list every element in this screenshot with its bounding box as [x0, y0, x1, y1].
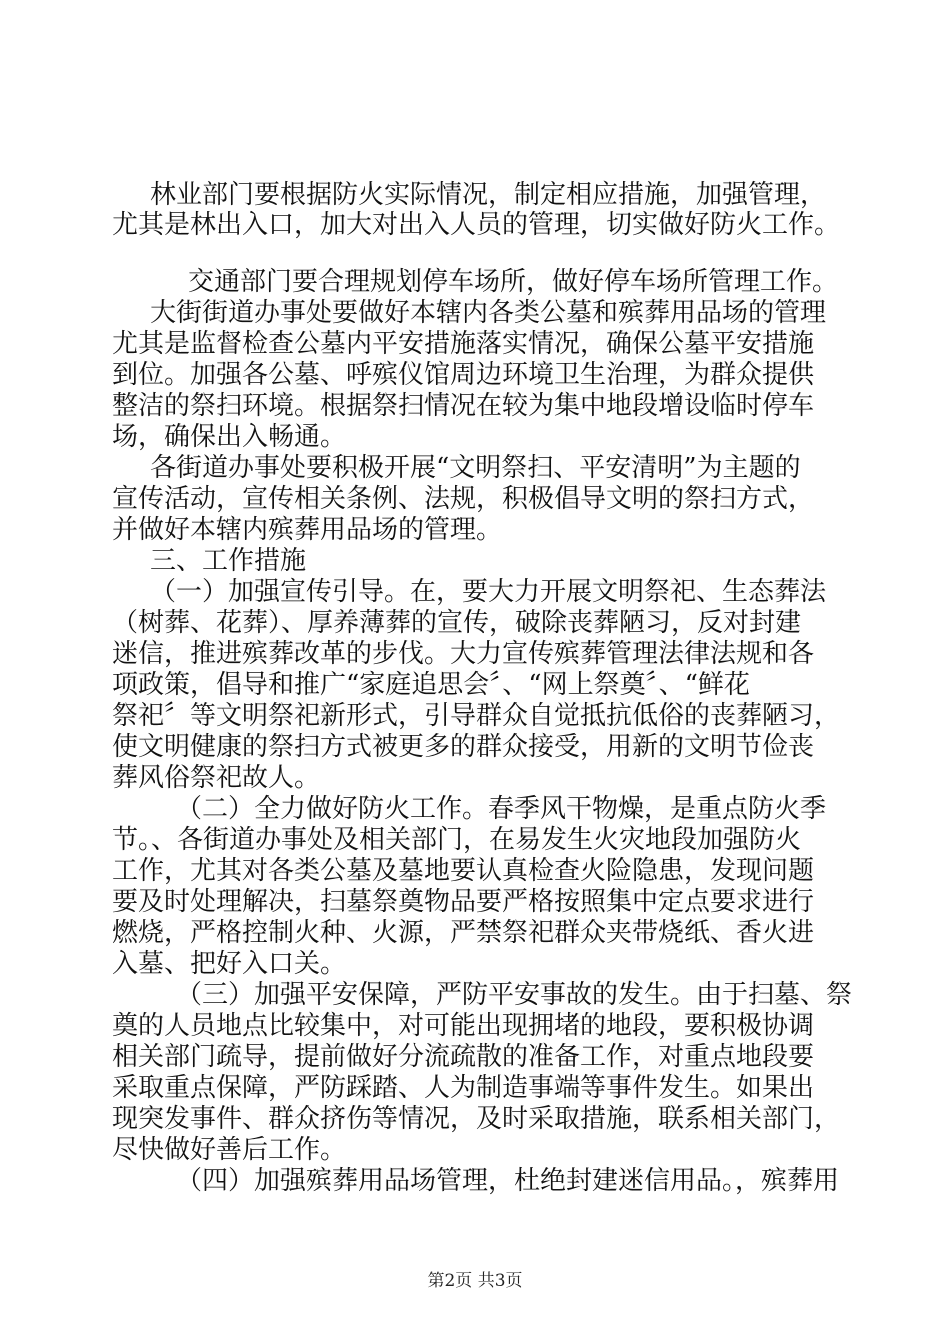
paragraph-line: 使文明健康的祭扫方式被更多的群众接受，用新的文明节俭丧 [112, 732, 815, 762]
paragraph-line: 尽快做好善后工作。 [112, 1135, 347, 1165]
paragraph-line: 宣传活动，宣传相关条例、法规，积极倡导文明的祭扫方式， [112, 484, 815, 514]
paragraph-line: 到位。加强各公墓、呼殡仪馆周边环境卫生治理，为群众提供 [112, 360, 815, 390]
paragraph-line: 现突发事件、群众挤伤等情况，及时采取措施，联系相关部门， [112, 1104, 841, 1134]
paragraph-line: 林业部门要根据防火实际情况，制定相应措施，加强管理， [150, 180, 827, 210]
paragraph-line: （三）加强平安保障，严防平安事故的发生。由于扫墓、祭 [176, 980, 853, 1010]
paragraph-line: 要及时处理解决，扫墓祭奠物品要严格按照集中定点要求进行 [112, 887, 815, 917]
paragraph-line: 场，确保出入畅通。 [112, 422, 347, 452]
paragraph-line: 整洁的祭扫环境。根据祭扫情况在较为集中地段增设临时停车 [112, 391, 815, 421]
paragraph-line: 相关部门疏导，提前做好分流疏散的准备工作，对重点地段要 [112, 1042, 815, 1072]
paragraph-line: 交通部门要合理规划停车场所，做好停车场所管理工作。 [188, 267, 839, 297]
paragraph-line: 采取重点保障，严防踩踏、人为制造事端等事件发生。如果出 [112, 1073, 815, 1103]
paragraph-line: 尤其是林出入口，加大对出入人员的管理，切实做好防火工作。 [112, 210, 841, 240]
paragraph-line: （树葬、花葬）、厚养薄葬的宣传，破除丧葬陋习，反对封建 [112, 608, 802, 638]
paragraph-line: （四）加强殡葬用品场管理，杜绝封建迷信用品。，殡葬用 [176, 1166, 840, 1196]
paragraph-line: 各街道办事处要积极开展“文明祭扫、平安清明”为主题的 [150, 453, 801, 483]
paragraph-line: 入墓、把好入口关。 [112, 949, 347, 979]
paragraph-line: 祭祀〞等文明祭祀新形式，引导群众自觉抵抗低俗的丧葬陋习， [112, 701, 841, 731]
paragraph-line: 燃烧，严格控制火种、火源，严禁祭祀群众夹带烧纸、香火进 [112, 918, 815, 948]
paragraph-line: 节。、各街道办事处及相关部门，在易发生火灾地段加强防火 [112, 825, 802, 855]
paragraph-line: 大街街道办事处要做好本辖内各类公墓和殡葬用品场的管理 [150, 298, 827, 328]
page-number-label: 第2页 共3页 [427, 1271, 523, 1291]
page-footer [0, 1270, 950, 1292]
paragraph-line: 葬风俗祭祀故人。 [112, 763, 321, 793]
paragraph-line: 尤其是监督检查公墓内平安措施落实情况，确保公墓平安措施 [112, 329, 815, 359]
paragraph-line: （二）全力做好防火工作。春季风干物燥，是重点防火季 [176, 794, 827, 824]
paragraph-line: 项政策，倡导和推广“家庭追思会〞、“网上祭奠〞、“鲜花 [112, 670, 750, 700]
paragraph-line: 工作，尤其对各类公墓及墓地要认真检查火险隐患，发现问题 [112, 856, 815, 886]
section-heading: 三、工作措施 [150, 546, 307, 576]
paragraph-line: 并做好本辖内殡葬用品场的管理。 [112, 515, 503, 545]
paragraph-line: （一）加强宣传引导。在，要大力开展文明祭祀、生态葬法 [150, 577, 827, 607]
paragraph-line: 迷信，推进殡葬改革的步伐。大力宣传殡葬管理法律法规和各 [112, 639, 815, 669]
paragraph-line: 奠的人员地点比较集中，对可能出现拥堵的地段，要积极协调 [112, 1011, 815, 1041]
